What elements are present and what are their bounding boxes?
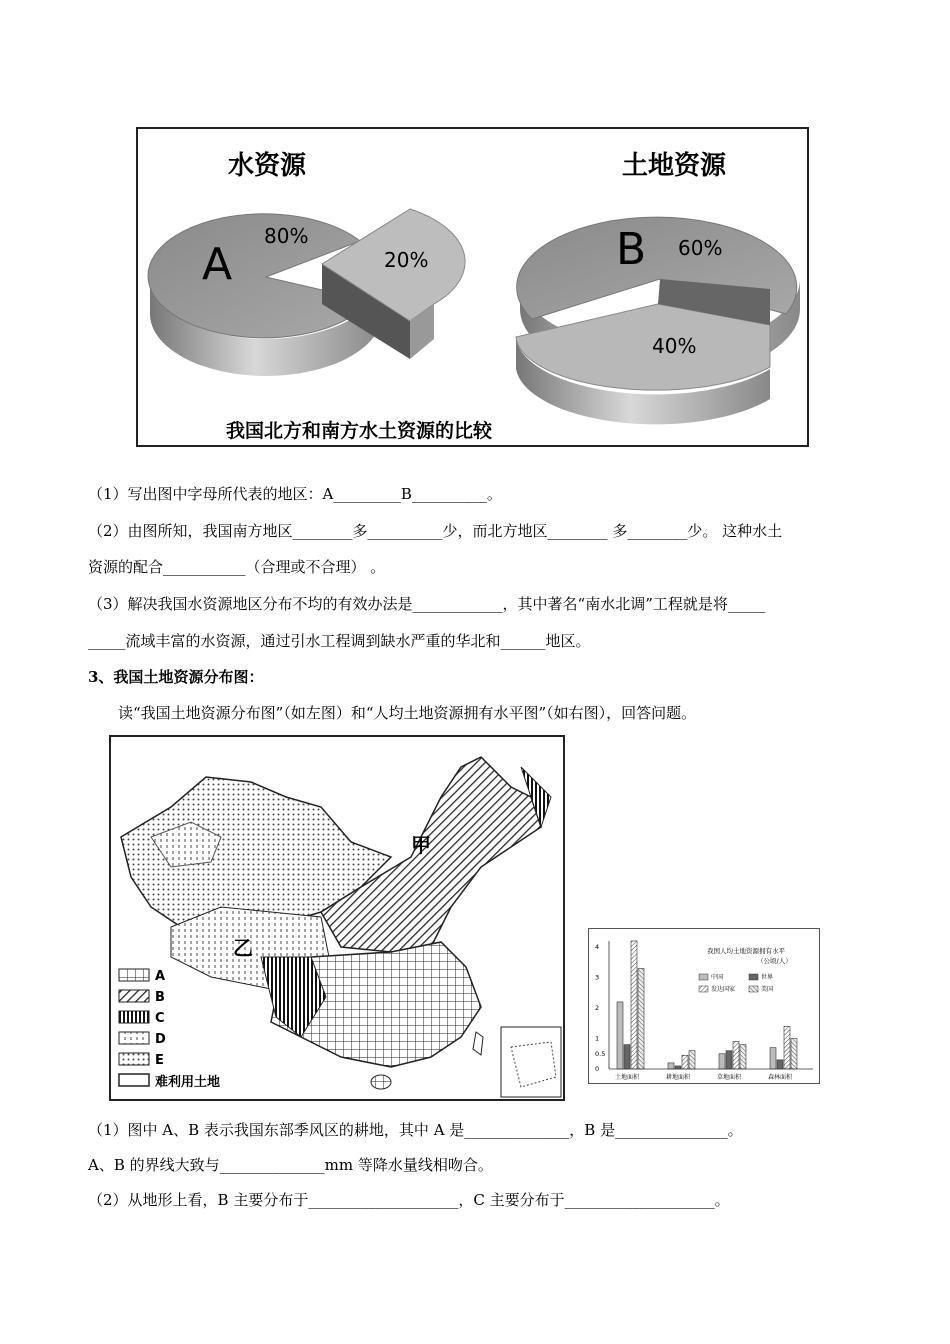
legend-swatch (699, 986, 708, 992)
question-1-2-line2: 资源的配合___________（合理或不合理） 。 (88, 558, 386, 576)
question-1-2-line1: （2）由图所知，我国南方地区________多__________少，而北方地区________ 多________少。 这种水土 (88, 522, 783, 540)
map-legend (119, 969, 220, 1090)
legend-c: C (155, 1011, 165, 1026)
legend-swatch (749, 986, 758, 992)
bar-1-3 (689, 1051, 695, 1069)
legend-label: 中国 (711, 974, 724, 981)
bar-chart-svg (589, 929, 819, 1083)
question-2-1-line1: （1）图中 A、B 表示我国东部季风区的耕地，其中 A 是______________，B 是_______________。 (88, 1121, 743, 1139)
south-sea-inset (501, 1027, 561, 1097)
legend-swatch (749, 974, 758, 980)
legend-e: E (155, 1053, 164, 1068)
bar-1-1 (675, 1066, 681, 1069)
figure-caption: 我国北方和南方水土资源的比较 (226, 420, 493, 442)
china-land-map (109, 735, 565, 1101)
section-3-heading: 3、我国土地资源分布图： (88, 668, 264, 686)
map-svg (111, 737, 563, 1099)
question-1-1: （1）写出图中字母所代表的地区：A_________B__________。 (88, 485, 502, 503)
chart-title: 我国人均土地资源拥有水平 (707, 947, 785, 955)
bar-1-0 (668, 1063, 674, 1069)
y-tick-label: 4 (595, 943, 600, 952)
land-title: 土地资源 (622, 151, 727, 181)
question-2-2: （2）从地形上看，B 主要分布于____________________，C 主要分布于____________________。 (88, 1191, 730, 1209)
land-pct-large: 60% (678, 236, 723, 260)
x-tick-label: 耕地面积 (666, 1074, 691, 1081)
bar-3-3 (791, 1039, 797, 1069)
legend-difficult: 难利用土地 (155, 1075, 221, 1090)
y-tick-label: 0 (595, 1065, 600, 1073)
bar-2-1 (726, 1051, 732, 1069)
section-3-intro: 读“我国土地资源分布图”（如左图）和“人均土地资源拥有水平图”（如右图），回答问题。 (118, 704, 697, 722)
taiwan-island (473, 1032, 483, 1055)
bar-0-3 (638, 968, 644, 1069)
label-jia: 甲 (411, 833, 431, 857)
x-tick-label: 草地面积 (717, 1074, 742, 1081)
bar-1-2 (682, 1055, 688, 1069)
legend-a: A (155, 969, 166, 984)
water-pct-large: 80% (264, 224, 309, 248)
question-1-3-line1: （3）解决我国水资源地区分布不均的有效办法是____________，其中著名“南水北调”工程就是将_____ (88, 595, 766, 613)
legend-b: B (155, 990, 165, 1005)
bar-0-1 (624, 1045, 630, 1069)
pie-charts-svg (138, 129, 807, 445)
label-yi: 乙 (233, 936, 253, 960)
legend-label: 美国 (761, 986, 774, 993)
question-1-3-line2: _____流域丰富的水资源，通过引水工程调到缺水严重的华北和______地区。 (88, 632, 591, 650)
legend-swatch (699, 974, 708, 980)
water-land-figure (136, 127, 809, 447)
legend-label: 世界 (761, 974, 774, 981)
bar-3-0 (770, 1048, 776, 1069)
y-tick-label: 1 (595, 1034, 600, 1043)
y-tick-label: 2 (595, 1004, 600, 1013)
land-pct-small: 40% (652, 334, 697, 358)
bar-0-2 (631, 941, 637, 1069)
bar-2-3 (740, 1045, 746, 1069)
x-tick-label: 土地面积 (615, 1074, 640, 1081)
chart-legend (699, 973, 773, 993)
label-b: B (616, 224, 647, 275)
bar-3-1 (777, 1060, 783, 1069)
per-capita-land-chart (588, 928, 820, 1084)
water-title: 水资源 (228, 151, 307, 181)
y-tick-label: 3 (595, 973, 600, 982)
hainan-island (371, 1075, 391, 1089)
label-a: A (202, 239, 233, 290)
question-2-1-line2: A、B 的界线大致与______________mm 等降水量线相吻合。 (88, 1156, 493, 1174)
water-pct-small: 20% (384, 248, 429, 272)
bar-2-0 (719, 1054, 725, 1069)
legend-d: D (155, 1032, 166, 1047)
bar-0-0 (617, 1002, 623, 1069)
x-tick-label: 森林面积 (768, 1074, 793, 1081)
chart-unit: （公顷/人） (757, 957, 792, 965)
bar-3-2 (784, 1026, 790, 1069)
y-tick-label: 0.5 (595, 1049, 606, 1058)
legend-label: 发达国家 (711, 986, 736, 993)
bar-2-2 (733, 1042, 739, 1069)
